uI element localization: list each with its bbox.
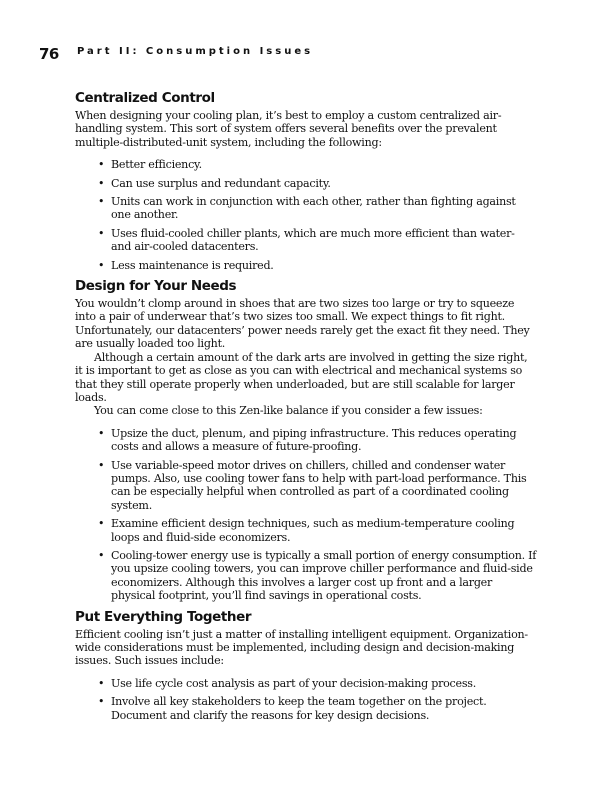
paragraph: When designing your cooling plan, it’s best to employ a custom centralized air-handling system. This sort of system offers several benefits over the prevalent multiple-distributed-unit system, including the following: xyxy=(75,109,502,149)
section-heading: Centralized Control xyxy=(75,90,215,106)
paragraph: You wouldn’t clomp around in shoes that are two sizes too large or try to squeeze into a pair of underwear that’s two sizes too small. We expect things to fit right. Unfortunately, our datacenters’ power needs rarely get the exact fit they need. They are usually loaded too light. xyxy=(75,297,530,351)
bullet-item: • Can use surplus and redundant capacity. xyxy=(75,177,537,190)
bullet-item: • Use life cycle cost analysis as part of your decision-making process. xyxy=(75,677,537,690)
bullet-item: • Upsize the duct, plenum, and piping infrastructure. This reduces operating costs and allows a measure of future-proofing. xyxy=(75,427,537,454)
paragraph: Efficient cooling isn’t just a matter of installing intelligent equipment. Organization-wide considerations must be implemented, including design and decision-making issues. Such issues include: xyxy=(75,627,528,668)
part-title: Part II: Consumption Issues xyxy=(77,46,314,57)
section-heading: Design for Your Needs xyxy=(75,278,237,295)
section-put-everything-together xyxy=(75,609,537,722)
bullet-item: • Better efficiency. xyxy=(75,158,537,171)
paragraph: Although a certain amount of the dark arts are involved in getting the size right, it is important to get as close as you can with electrical and mechanical systems so that they still operate properly when underloaded, but are still scalable for larger loads. xyxy=(75,350,528,404)
bullet-list xyxy=(75,427,537,603)
bullet-list xyxy=(75,677,537,722)
section-centralized-control xyxy=(75,90,537,272)
section-design-for-your-needs xyxy=(75,278,537,603)
bullet-item: • Units can work in conjunction with each other, rather than fighting against one another. xyxy=(75,195,537,222)
bullet-item: • Less maintenance is required. xyxy=(75,259,537,272)
page-number: 76 xyxy=(39,45,59,63)
bullet-item: • Uses fluid-cooled chiller plants, which are much more efficient than water- and air-cooled datacenters. xyxy=(75,227,537,254)
running-head xyxy=(39,44,314,63)
bullet-item: • Examine efficient design techniques, such as medium-temperature cooling loops and fluid-side economizers. xyxy=(75,517,537,544)
page-body xyxy=(75,90,537,728)
bullet-item: • Use variable-speed motor drives on chillers, chilled and condenser water pumps. Also, use cooling tower fans to help with part-load performance. This can be especially helpful when controlled as part of a coordinated cooling system. xyxy=(75,459,537,513)
bullet-item: • Involve all key stakeholders to keep the team together on the project. Document and clarify the reasons for key design decisions. xyxy=(75,695,537,722)
section-heading: Put Everything Together xyxy=(75,608,252,625)
bullet-list xyxy=(75,158,537,272)
bullet-item: • Cooling-tower energy use is typically a small portion of energy consumption. If you upsize cooling towers, you can improve chiller performance and fluid-side economizers. Although this involves a larger cost up front and a larger physical footprint, you’ll find savings in operational costs. xyxy=(75,549,537,603)
paragraph: You can come close to this Zen-like balance if you consider a few issues: xyxy=(94,404,483,418)
